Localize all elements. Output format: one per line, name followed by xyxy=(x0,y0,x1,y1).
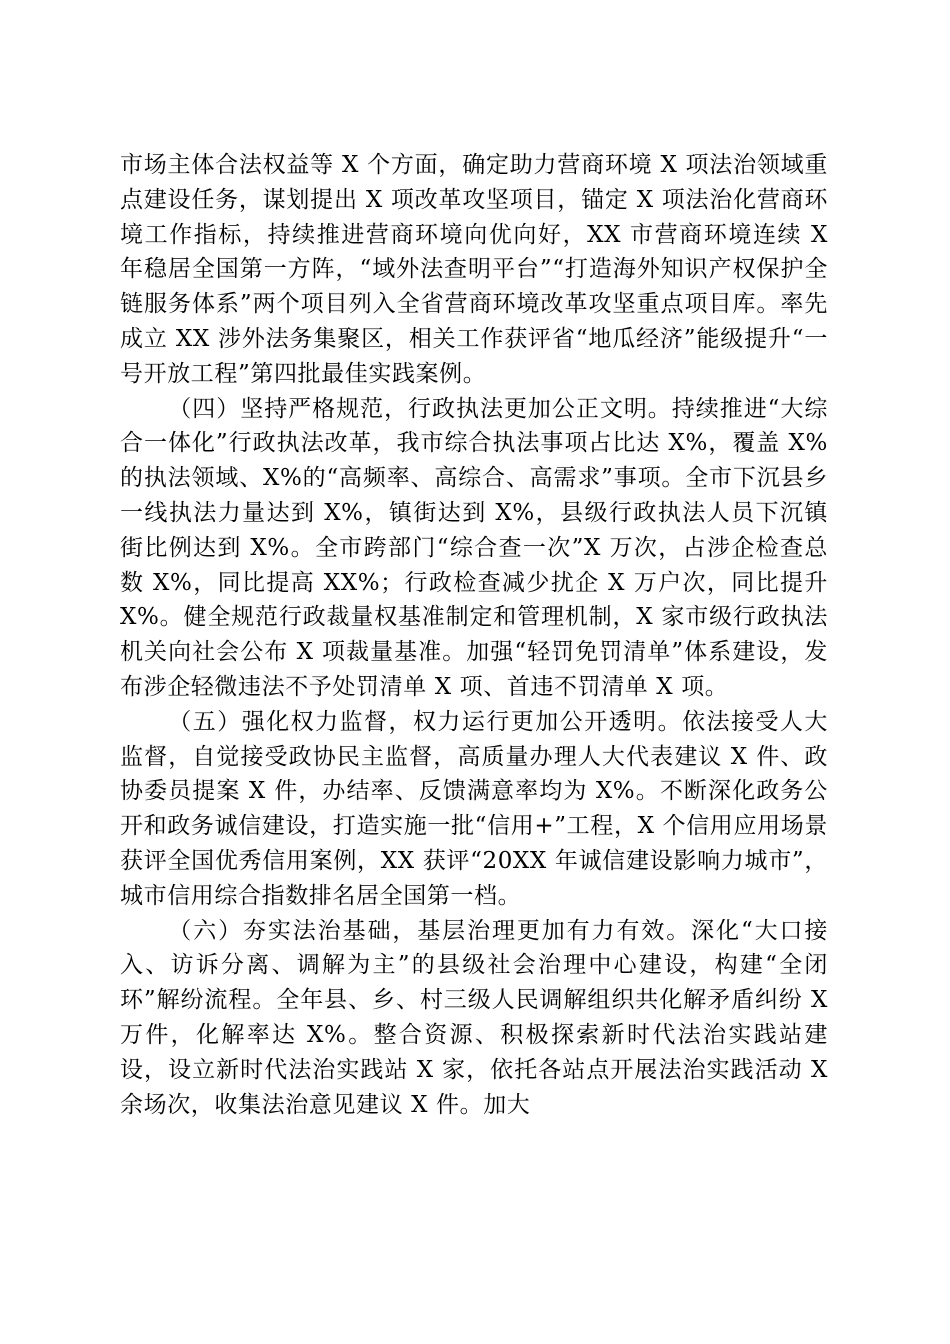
paragraph-continued: 市场主体合法权益等 X 个方面，确定助力营商环境 X 项法治领域重点建设任务，谋划提出 X 项改革攻坚项目，锚定 X 项法治化营商环境工作指标，持续推进营商环境向优向好，XX 市营商环境连续 X 年稳居全国第一方阵，“域外法查明平台”“打造海外知识产权保护全链服务体系”两个项目列入全省营商环境改革攻坚重点项目库。率先成立 XX 涉外法务集聚区，相关工作获评省“地瓜经济”能级提升“一号开放工程”第四批最佳实践案例。 xyxy=(120,152,828,387)
paragraph-section-six: （六）夯实法治基础，基层治理更加有力有效。深化“大口接入、访诉分离、调解为主”的县级社会治理中心建设，构建“全闭环”解纷流程。全年县、乡、村三级人民调解组织共化解矛盾纠纷 X 万件，化解率达 X%。整合资源、积极探索新时代法治实践站建设，设立新时代法治实践站 X 家，依托各站点开展法治实践活动 X 余场次，收集法治意见建议 X 件。加大 xyxy=(120,917,828,1118)
document-body xyxy=(120,148,828,1122)
paragraph-section-five: （五）强化权力监督，权力运行更加公开透明。依法接受人大监督，自觉接受政协民主监督，高质量办理人大代表建议 X 件、政协委员提案 X 件，办结率、反馈满意率均为 X%。不断深化政务公开和政务诚信建设，打造实施一批“信用+”工程，X 个信用应用场景获评全国优秀信用案例，XX 获评“20XX 年诚信建设影响力城市”，城市信用综合指数排名居全国第一档。 xyxy=(120,708,828,909)
paragraph-section-four: （四）坚持严格规范，行政执法更加公正文明。持续推进“大综合一体化”行政执法改革，我市综合执法事项占比达 X%，覆盖 X%的执法领域、X%的“高频率、高综合、高需求”事项。全市下沉县乡一线执法力量达到 X%，镇街达到 X%，县级行政执法人员下沉镇街比例达到 X%。全市跨部门“综合查一次”X 万次，占涉企检查总数 X%，同比提高 XX%；行政检查减少扰企 X 万户次，同比提升 X%。健全规范行政裁量权基准制定和管理机制，X 家市级行政执法机关向社会公布 X 项裁量基准。加强“轻罚免罚清单”体系建设，发布涉企轻微违法不予处罚清单 X 项、首违不罚清单 X 项。 xyxy=(120,395,828,700)
